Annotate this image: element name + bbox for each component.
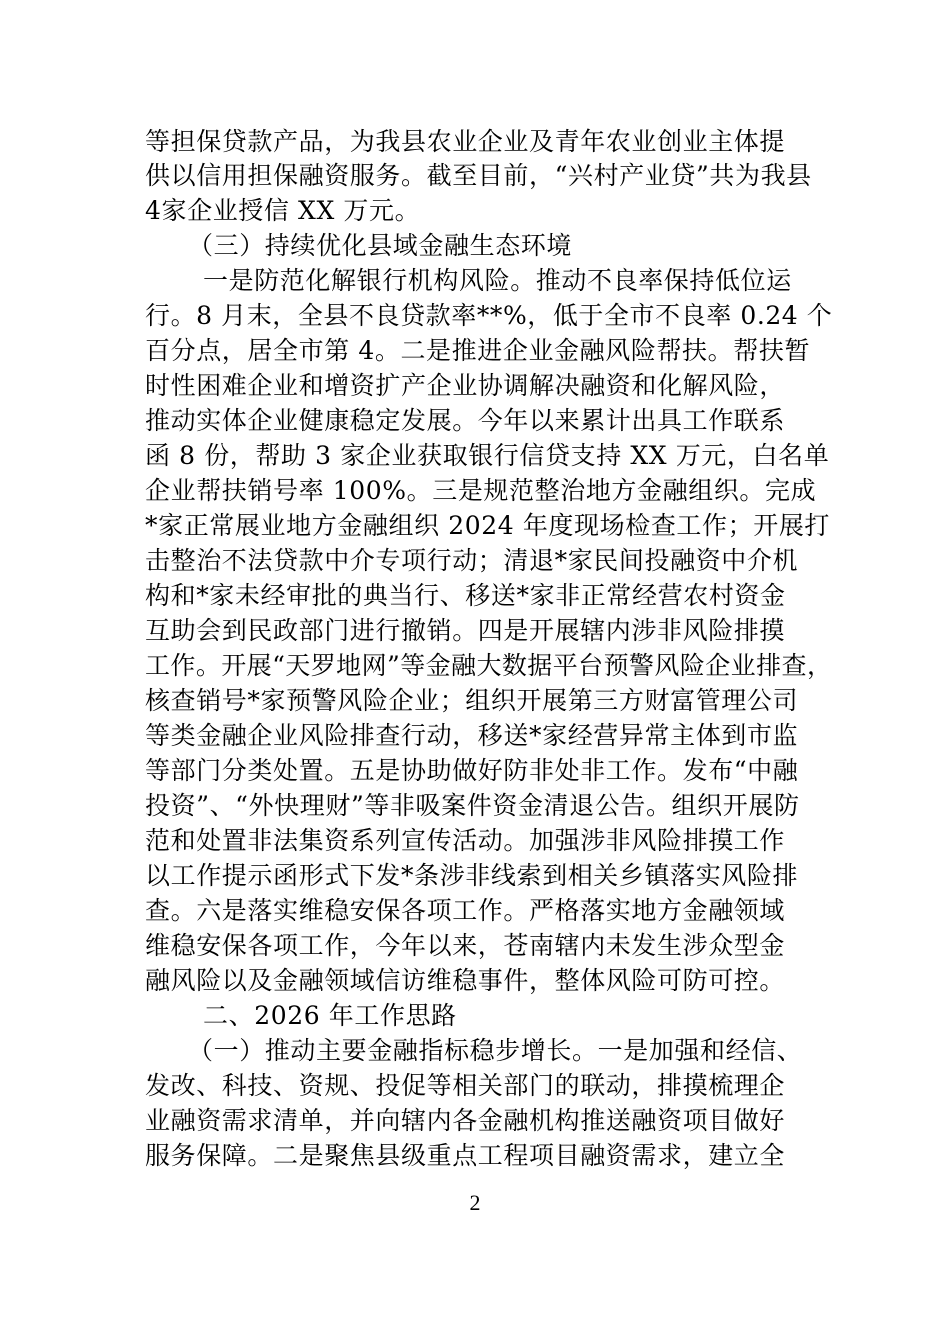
text-line: 发改、科技、资规、投促等相关部门的联动，排摸梳理企 [145, 1071, 786, 1100]
text-line: 查。六是落实维稳安保各项工作。严格落实地方金融领域 [145, 896, 786, 925]
text-line: 互助会到民政部门进行撤销。四是开展辖内涉非风险排摸 [145, 616, 786, 645]
text-line: 业融资需求清单，并向辖内各金融机构推送融资项目做好 [145, 1106, 786, 1135]
text-line: 以工作提示函形式下发*条涉非线索到相关乡镇落实风险排 [145, 861, 799, 890]
text-line: 等类金融企业风险排查行动，移送*家经营异常主体到市监 [145, 721, 799, 750]
text-line: 函 8 份，帮助 3 家企业获取银行信贷支持 XX 万元，白名单 [145, 441, 830, 470]
text-line: 融风险以及金融领域信访维稳事件，整体风险可防可控。 [145, 966, 786, 995]
text-line: 击整治不法贷款中介专项行动；清退*家民间投融资中介机 [145, 546, 799, 575]
text-line: 企业帮扶销号率 100%。三是规范整治地方金融组织。完成 [145, 476, 817, 505]
section-heading: 二、2026 年工作思路 [203, 1001, 457, 1030]
text-line: 行。8 月末，全县不良贷款率**%，低于全市不良率 0.24 个 [145, 301, 833, 330]
text-line: 时性困难企业和增资扩产企业协调解决融资和化解风险， [145, 371, 786, 400]
text-line: 供以信用担保融资服务。截至目前，“兴村产业贷”共为我县 [145, 161, 812, 190]
page-number: 2 [469, 1190, 481, 1215]
text-line: 维稳安保各项工作，今年以来，苍南辖内未发生涉众型金 [145, 931, 786, 960]
text-line: 投资”、“外快理财”等非吸案件资金清退公告。组织开展防 [145, 791, 800, 820]
text-line: 百分点，居全市第 4。二是推进企业金融风险帮扶。帮扶暂 [145, 336, 811, 365]
text-line: 服务保障。二是聚焦县级重点工程项目融资需求，建立全 [145, 1141, 786, 1170]
text-line: *家正常展业地方金融组织 2024 年度现场检查工作；开展打 [145, 511, 831, 540]
text-line: 等担保贷款产品，为我县农业企业及青年农业创业主体提 [145, 127, 786, 156]
text-line: 核查销号*家预警风险企业；组织开展第三方财富管理公司 [145, 686, 799, 715]
section-heading: （三）持续优化县域金融生态环境 [188, 231, 573, 260]
text-line: 4家企业授信 XX 万元。 [145, 196, 421, 225]
text-line: 一是防范化解银行机构风险。推动不良率保持低位运 [203, 266, 792, 295]
text-line: （一）推动主要金融指标稳步增长。一是加强和经信、 [188, 1036, 803, 1065]
text-line: 工作。开展“天罗地网”等金融大数据平台预警风险企业排查， [145, 651, 833, 680]
text-line: 构和*家未经审批的典当行、移送*家非正常经营农村资金 [145, 581, 786, 610]
text-line: 推动实体企业健康稳定发展。今年以来累计出具工作联系 [145, 406, 786, 435]
text-line: 等部门分类处置。五是协助做好防非处非工作。发布“中融 [145, 756, 799, 785]
text-line: 范和处置非法集资系列宣传活动。加强涉非风险排摸工作 [145, 826, 786, 855]
